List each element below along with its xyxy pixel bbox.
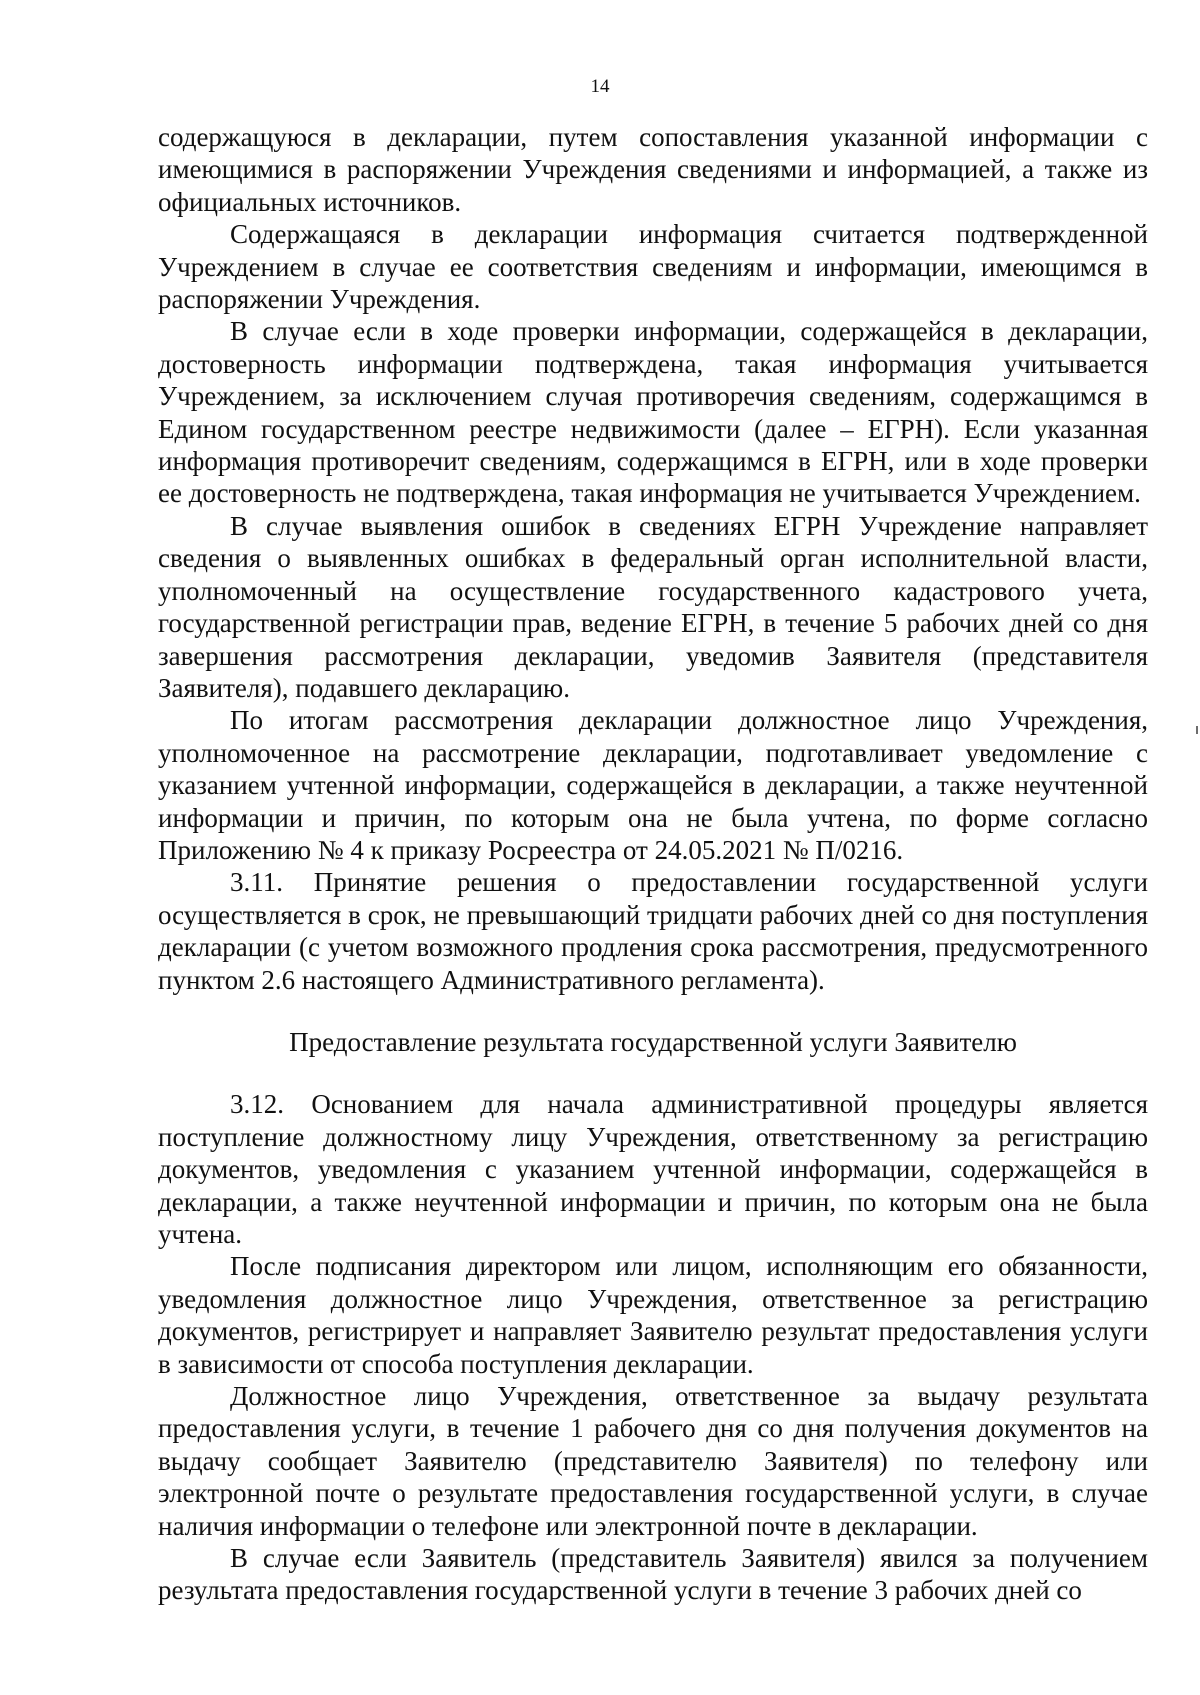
paragraph-info-confirmed: Содержащаяся в декларации информация считается подтвержденной Учреждением в случае ее соответствия сведениям и информации, имеющимся в распоряжении Учреждения. xyxy=(158,219,1148,315)
paragraph-applicant-appearance: В случае если Заявитель (представитель Заявителя) явился за получением результата предоставления государственной услуги в течение 3 рабочих дней со xyxy=(158,1543,1148,1606)
paragraph-3-12: 3.12. Основанием для начала административной процедуры является поступление должностному лицу Учреждения, ответственному за регистрацию документов, уведомления с указанием учтенной информации, содержащейся в декларации, а также неучтенной информации и причин, по которым она не была учтена. xyxy=(158,1089,1148,1249)
paragraph-continuation: содержащуюся в декларации, путем сопоставления указанной информации с имеющимися в распоряжении Учреждения сведениями и информацией, а также из официальных источников. xyxy=(158,122,1148,217)
paragraph-verification: В случае если в ходе проверки информации, содержащейся в декларации, достоверность информации подтверждена, такая информация учитывается Учреждением, за исключением случая противоречия сведениям, содержащимся в Едином государственном реестре недвижимости (далее – ЕГРН). Если указанная информация противоречит сведениям, содержащимся в ЕГРН, или в ходе проверки ее достоверность не подтверждена, такая информация не учитывается Учреждением. xyxy=(158,316,1148,509)
page-number: 14 xyxy=(590,76,610,97)
paragraph-notification: По итогам рассмотрения декларации должностное лицо Учреждения, уполномоченное на рассмотрение декларации, подготавливает уведомление с указанием учтенной информации, содержащейся в декларации, а также неучтенной информации и причин, по которым она не была учтена, по форме согласно Приложению № 4 к приказу Росреестра от 24.05.2021 № П/0216. xyxy=(158,705,1148,865)
paragraph-3-11: 3.11. Принятие решения о предоставлении государственной услуги осуществляется в срок, не превышающий тридцати рабочих дней со дня поступления декларации (с учетом возможного продления срока рассмотрения, предусмотренного пунктом 2.6 настоящего Административного регламента). xyxy=(158,867,1148,995)
paragraph-egrn-errors: В случае выявления ошибок в сведениях ЕГРН Учреждение направляет сведения о выявленных ошибках в федеральный орган исполнительной власти, уполномоченный на осуществление государственного кадастрового учета, государственной регистрации прав, ведение ЕГРН, в течение 5 рабочих дней со дня завершения рассмотрения декларации, уведомив Заявителя (представителя Заявителя), подавшего декларацию. xyxy=(158,510,1148,703)
section-heading: Предоставление результата государственной услуги Заявителю xyxy=(289,1026,1017,1057)
scan-edge-mark xyxy=(1196,726,1198,734)
paragraph-signing: После подписания директором или лицом, исполняющим его обязанности, уведомления должностное лицо Учреждения, ответственное за регистрацию документов, регистрирует и направляет Заявителю результат предоставления услуги в зависимости от способа поступления декларации. xyxy=(158,1251,1148,1379)
document-body xyxy=(158,121,1148,1607)
paragraph-delivery-notice: Должностное лицо Учреждения, ответственное за выдачу результата предоставления услуги, в течение 1 рабочего дня со дня получения документов на выдачу сообщает Заявителю (представителю Заявителя) по телефону или электронной почте о результате предоставления государственной услуги, в случае наличия информации о телефоне или электронной почте в декларации. xyxy=(158,1381,1148,1541)
